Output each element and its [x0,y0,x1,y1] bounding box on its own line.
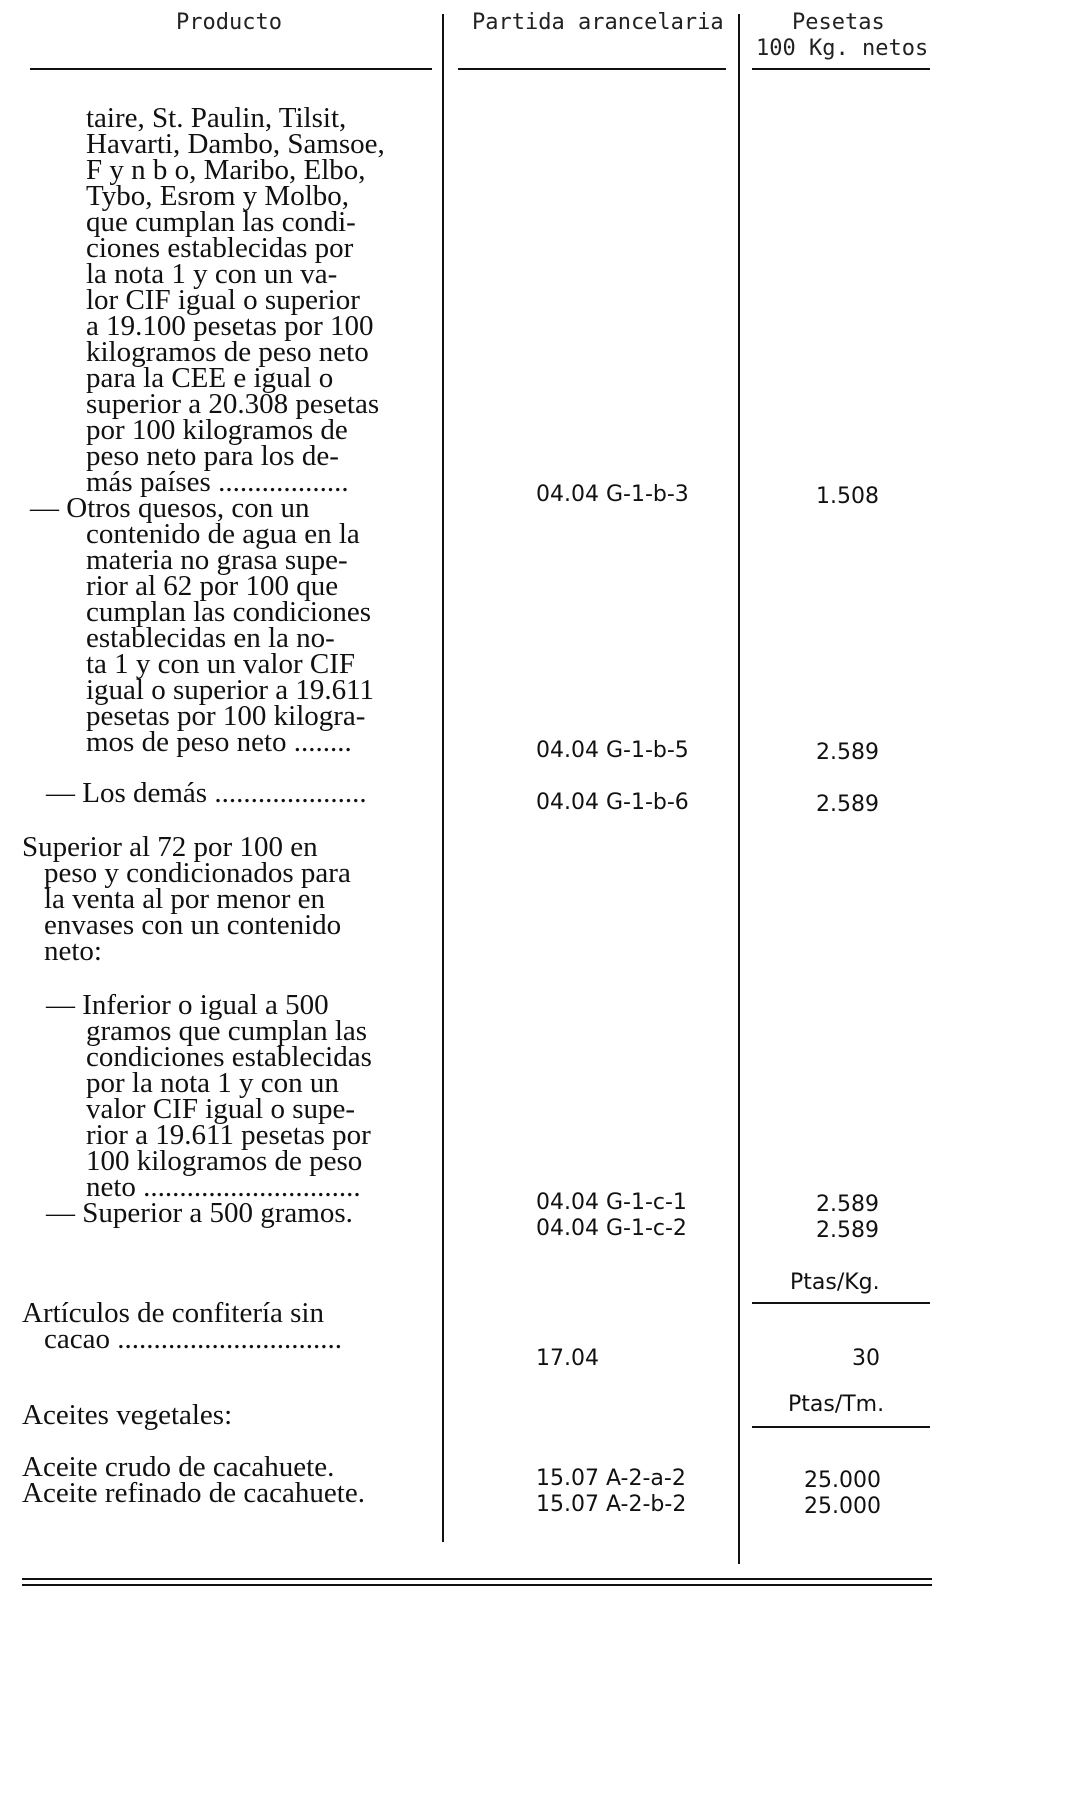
product-line: envases con un contenido [44,909,342,941]
column-divider-1 [442,14,444,1542]
tariff-code: 04.04 G-1-b-3 [536,482,689,507]
product-line: que cumplan las condi- [86,206,356,238]
header-rule-product [30,68,432,70]
product-line: taire, St. Paulin, Tilsit, [86,102,347,134]
product-line: — Inferior o igual a 500 [46,989,329,1021]
tariff-code: 17.04 [536,1346,599,1371]
product-line: por la nota 1 y con un [86,1067,339,1099]
header-pesetas: Pesetas [792,10,885,35]
header-rule-tariff [458,68,726,70]
unit-label-ptas-tm: Ptas/Tm. [788,1392,885,1417]
product-line: Aceite crudo de cacahuete. [22,1451,335,1483]
tariff-code: 04.04 G-1-b-6 [536,790,689,815]
price-value: 25.000 [804,1494,881,1519]
product-line: para la CEE e igual o [86,362,334,394]
product-line: Tybo, Esrom y Molbo, [86,180,349,212]
header-producto: Producto [176,10,282,35]
product-line: condiciones establecidas [86,1041,372,1073]
product-line: — Superior a 500 gramos. [46,1197,353,1229]
product-line: rior a 19.611 pesetas por [86,1119,371,1151]
product-line: más países .................. [86,466,349,498]
product-line: Havarti, Dambo, Samsoe, [86,128,385,160]
price-value: 2.589 [816,740,879,765]
price-value: 2.589 [816,1218,879,1243]
product-line: Artículos de confitería sin [22,1297,324,1329]
price-value: 2.589 [816,792,879,817]
header-100kg-netos: 100 Kg. netos [756,36,929,61]
product-line: ciones establecidas por [86,232,354,264]
product-line: — Otros quesos, con un [30,492,310,524]
unit-rule-tm [752,1426,930,1428]
product-line: superior a 20.308 pesetas [86,388,380,420]
product-line: por 100 kilogramos de [86,414,348,446]
product-line: peso neto para los de- [86,440,339,472]
product-line: Superior al 72 por 100 en [22,831,318,863]
product-line: a 19.100 pesetas por 100 [86,310,374,342]
product-line: la nota 1 y con un va- [86,258,338,290]
product-line: kilogramos de peso neto [86,336,369,368]
product-line: F y n b o, Maribo, Elbo, [86,154,366,186]
product-line: gramos que cumplan las [86,1015,368,1047]
product-line: rior al 62 por 100 que [86,570,339,602]
product-line: lor CIF igual o superior [86,284,360,316]
product-line: establecidas en la no- [86,622,335,654]
product-line: peso y condicionados para [44,857,351,889]
product-line: Aceite refinado de cacahuete. [22,1477,365,1509]
product-line: Aceites vegetales: [22,1399,233,1431]
product-line: contenido de agua en la [86,518,360,550]
product-line: materia no grasa supe- [86,544,348,576]
product-line: ta 1 y con un valor CIF [86,648,356,680]
product-line: mos de peso neto ........ [86,726,352,758]
price-value: 30 [852,1346,880,1371]
unit-label-ptas-kg: Ptas/Kg. [790,1270,880,1295]
product-line: neto: [44,935,102,967]
product-line: valor CIF igual o supe- [86,1093,356,1125]
tariff-code: 04.04 G-1-c-2 [536,1216,687,1241]
product-line: la venta al por menor en [44,883,326,915]
tariff-code: 15.07 A-2-a-2 [536,1466,686,1491]
header-rule-price [752,68,930,70]
tariff-code: 04.04 G-1-b-5 [536,738,689,763]
price-value: 1.508 [816,484,879,509]
product-line: cumplan las condiciones [86,596,372,628]
bottom-rule-top [22,1578,932,1580]
product-line: igual o superior a 19.611 [86,674,375,706]
header-partida-arancelaria: Partida arancelaria [472,10,724,35]
product-line: 100 kilogramos de peso [86,1145,363,1177]
tariff-code: 15.07 A-2-b-2 [536,1492,687,1517]
price-value: 25.000 [804,1468,881,1493]
tariff-code: 04.04 G-1-c-1 [536,1190,687,1215]
unit-rule-kg [752,1302,930,1304]
bottom-rule-bottom [22,1584,932,1586]
product-line: pesetas por 100 kilogra- [86,700,366,732]
product-line: neto .............................. [86,1171,361,1203]
product-line: — Los demás ..................... [46,777,367,809]
column-divider-2 [738,14,740,1564]
product-line: cacao ............................... [44,1323,342,1355]
price-value: 2.589 [816,1192,879,1217]
